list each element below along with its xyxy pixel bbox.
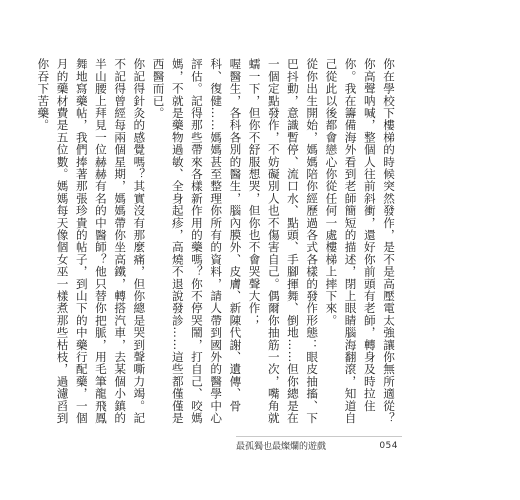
page-number: 054 (379, 440, 398, 451)
page-footer (236, 439, 398, 452)
paragraph: 喔醫生，各科各別的醫生，腦內膜外、皮膚、新陳代謝、遺傳、骨科、復健……媽媽甚至整理你所有的資料，請人帶到國外的醫學中心評估。記得那些帶來各樣新作用的藥嗎？你不停哭鬧，打自己、咬媽媽，不就是藥物過敏、全身起疹，高燒不退說發診……這些都僅僅是西醫而已。 (151, 58, 243, 424)
paragraph: 你在學校下樓梯的時候突然發作，是不是高壓電太強讓你無所適從？你高聲呐喊，整個人往前斜衝，還好你前頭有老師，轉身及時拉住你。我在籌備海外看到老師簡短的描述，閉上眼睛腦海翻滾，知道自己從此以後都會戀心你從任何一處樓梯上摔下來。 (324, 58, 396, 424)
running-title: 最孤獨也最燦爛的遊戲 (236, 442, 327, 452)
footer-rule (236, 436, 402, 437)
paragraph: 你記得針灸的感覺嗎？其實沒有那麼痛，但你總是哭到聲嘶力竭。記不記得曾經每兩個星期，媽媽帶你坐高鐵，轉搭汽車，去某個小鎮的半山腰上拜見一位赫赫有名的中醫師？他只替你把脈，用毛筆龍飛鳳舞地寫藥帖，我們捧著那張珍貴的帖子，到山下的中藥行配藥，一個月的藥材費是五位數。媽媽每天像個女巫一樣煮那些枯枝，過濾舀到你吞下苦藥。 (36, 58, 147, 424)
paragraph: 從你出生開始，媽媽陪你經歷過各式各樣的發作形態：眼皮抽搐、下巴抖動，意識暫停、流口水、點頭、手腳揮舞、倒地……但你總是在一個定點發作，不妨礙別人也不傷害自己。偶爾你抽筋一次，嘴角就蠕一下，但你不舒服想哭，但你也不會哭聲大作； (247, 58, 320, 424)
vertical-text-block (36, 58, 398, 430)
